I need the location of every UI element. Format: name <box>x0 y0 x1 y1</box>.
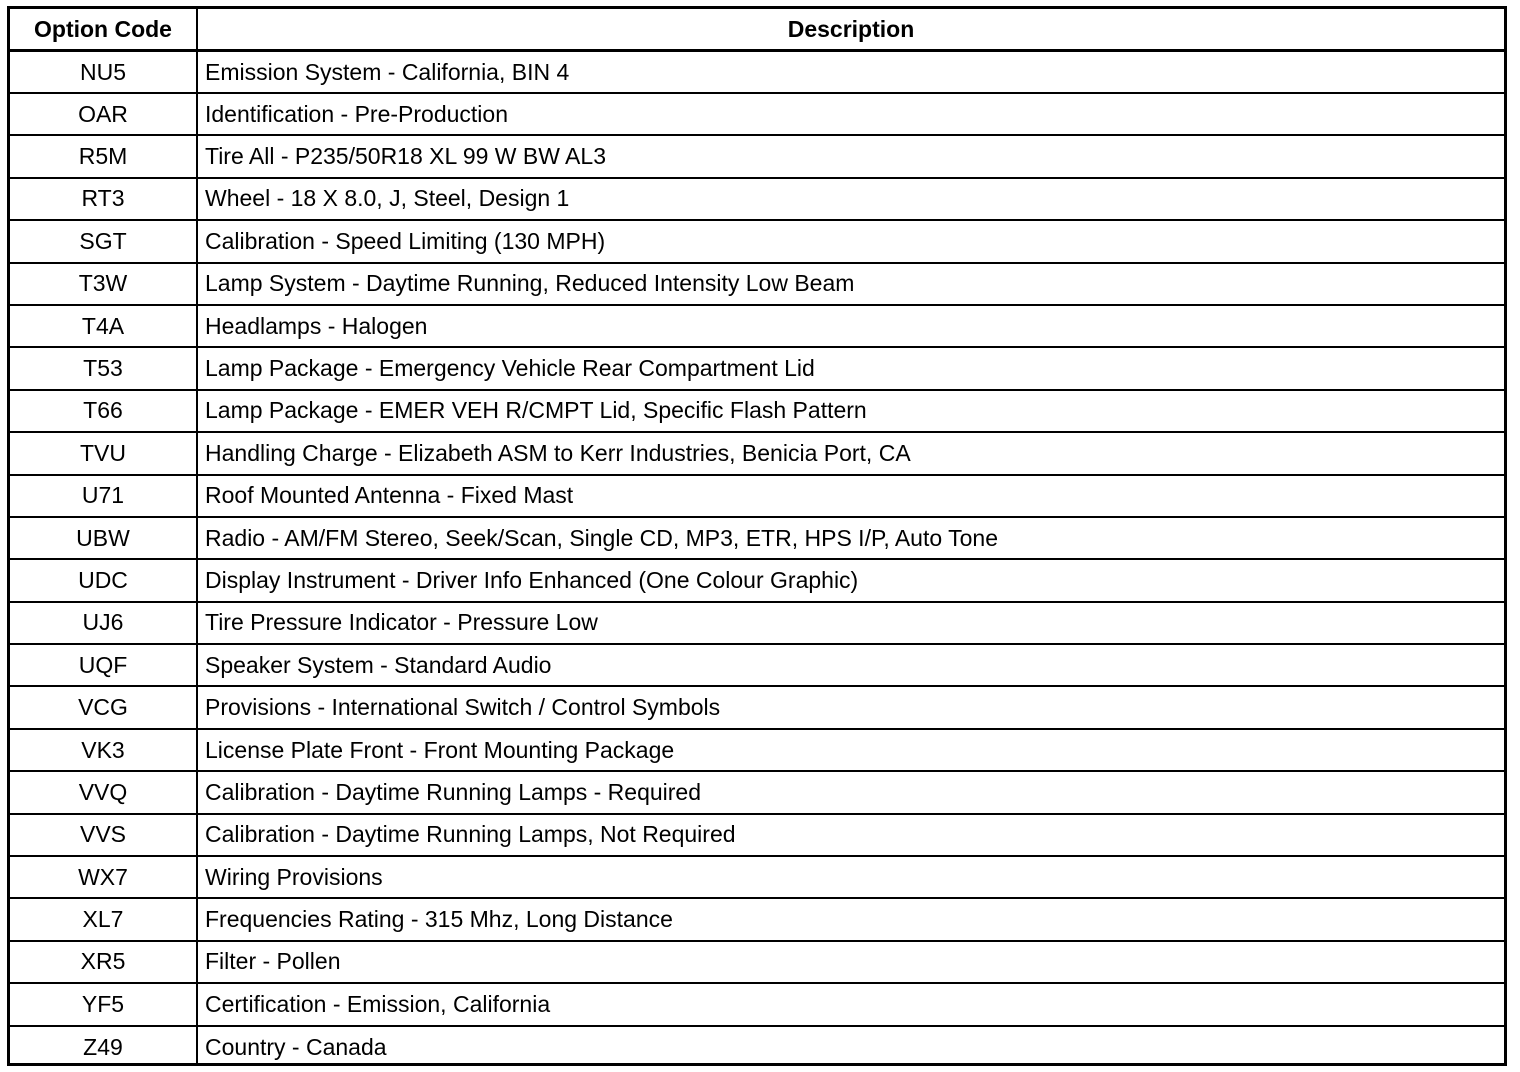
option-code-cell: NU5 <box>10 51 197 93</box>
option-code-cell: U71 <box>10 475 197 517</box>
table-row <box>10 814 1504 856</box>
table-row <box>10 178 1504 220</box>
option-code-cell: UJ6 <box>10 602 197 644</box>
table-row <box>10 347 1504 389</box>
description-cell: Tire Pressure Indicator - Pressure Low <box>197 602 1504 644</box>
description-cell: Radio - AM/FM Stereo, Seek/Scan, Single CD, MP3, ETR, HPS I/P, Auto Tone <box>197 517 1504 559</box>
table-row <box>10 983 1504 1025</box>
table-row <box>10 475 1504 517</box>
table-row <box>10 856 1504 898</box>
description-cell: Calibration - Daytime Running Lamps, Not Required <box>197 814 1504 856</box>
table-row <box>10 898 1504 940</box>
description-cell: Calibration - Speed Limiting (130 MPH) <box>197 220 1504 262</box>
description-cell: Emission System - California, BIN 4 <box>197 51 1504 93</box>
table-row <box>10 51 1504 93</box>
option-code-cell: XR5 <box>10 941 197 983</box>
table-header-row <box>10 9 1504 51</box>
option-code-cell: T4A <box>10 305 197 347</box>
option-code-table-frame <box>7 6 1507 1066</box>
option-code-cell: SGT <box>10 220 197 262</box>
option-code-cell: WX7 <box>10 856 197 898</box>
table-row <box>10 263 1504 305</box>
table-row <box>10 602 1504 644</box>
option-code-cell: VVQ <box>10 771 197 813</box>
description-cell: Tire All - P235/50R18 XL 99 W BW AL3 <box>197 135 1504 177</box>
table-row <box>10 93 1504 135</box>
table-row <box>10 941 1504 983</box>
table-row <box>10 686 1504 728</box>
option-code-cell: UQF <box>10 644 197 686</box>
option-code-cell: UBW <box>10 517 197 559</box>
option-code-cell: YF5 <box>10 983 197 1025</box>
option-code-cell: UDC <box>10 559 197 601</box>
table-body <box>10 51 1504 1066</box>
table-row <box>10 644 1504 686</box>
description-cell: Filter - Pollen <box>197 941 1504 983</box>
option-code-cell: TVU <box>10 432 197 474</box>
table-row <box>10 220 1504 262</box>
description-cell: License Plate Front - Front Mounting Package <box>197 729 1504 771</box>
description-cell: Display Instrument - Driver Info Enhanced (One Colour Graphic) <box>197 559 1504 601</box>
description-cell: Wheel - 18 X 8.0, J, Steel, Design 1 <box>197 178 1504 220</box>
description-cell: Roof Mounted Antenna - Fixed Mast <box>197 475 1504 517</box>
table-row <box>10 517 1504 559</box>
table-row <box>10 729 1504 771</box>
description-cell: Provisions - International Switch / Control Symbols <box>197 686 1504 728</box>
description-cell: Handling Charge - Elizabeth ASM to Kerr Industries, Benicia Port, CA <box>197 432 1504 474</box>
table-row <box>10 559 1504 601</box>
description-cell: Country - Canada <box>205 1033 387 1060</box>
description-cell: Headlamps - Halogen <box>197 305 1504 347</box>
table-row <box>10 135 1504 177</box>
option-code-cell: R5M <box>10 135 197 177</box>
table-row <box>10 771 1504 813</box>
column-header-description: Description <box>197 9 1504 51</box>
description-cell: Lamp Package - Emergency Vehicle Rear Compartment Lid <box>197 347 1504 389</box>
description-cell: Lamp System - Daytime Running, Reduced Intensity Low Beam <box>197 263 1504 305</box>
option-code-table <box>10 9 1504 1066</box>
option-code-cell: T53 <box>10 347 197 389</box>
option-code-cell: Z49 <box>10 1026 197 1066</box>
option-code-cell: OAR <box>10 93 197 135</box>
description-cell: Frequencies Rating - 315 Mhz, Long Distance <box>197 898 1504 940</box>
option-code-cell: VVS <box>10 814 197 856</box>
option-code-cell: T66 <box>10 390 197 432</box>
option-code-cell: XL7 <box>10 898 197 940</box>
description-cell: Lamp Package - EMER VEH R/CMPT Lid, Specific Flash Pattern <box>197 390 1504 432</box>
table-row <box>10 390 1504 432</box>
option-code-cell: VCG <box>10 686 197 728</box>
description-cell: Wiring Provisions <box>197 856 1504 898</box>
description-cell: Certification - Emission, California <box>197 983 1504 1025</box>
description-cell: Calibration - Daytime Running Lamps - Required <box>197 771 1504 813</box>
option-code-cell: RT3 <box>10 178 197 220</box>
table-row <box>10 432 1504 474</box>
table-row <box>10 1026 1504 1066</box>
description-cell: Identification - Pre-Production <box>197 93 1504 135</box>
option-code-cell: VK3 <box>10 729 197 771</box>
table-row <box>10 305 1504 347</box>
column-header-option-code: Option Code <box>10 9 197 51</box>
description-cell: Speaker System - Standard Audio <box>197 644 1504 686</box>
option-code-cell: T3W <box>10 263 197 305</box>
